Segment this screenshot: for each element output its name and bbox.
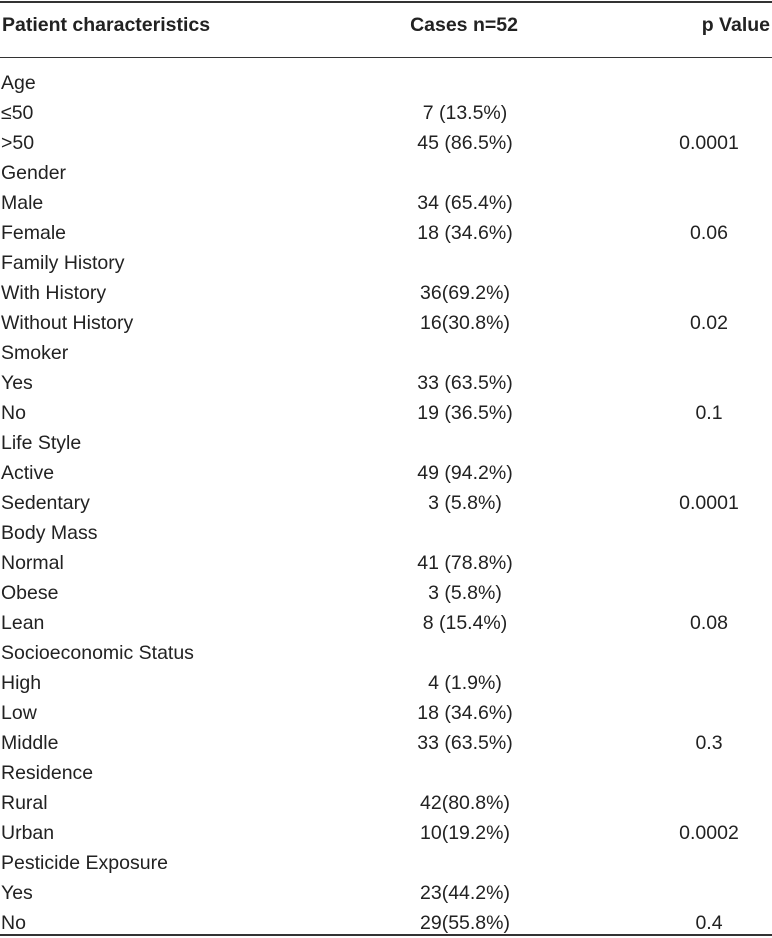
- row-label: Normal: [1, 552, 64, 574]
- row-label: Smoker: [1, 342, 69, 364]
- row-cases: 45 (86.5%): [417, 132, 513, 154]
- table-row: [0, 818, 772, 848]
- row-label: Lean: [1, 612, 45, 634]
- header-patient-characteristics: Patient characteristics: [2, 14, 211, 36]
- table-row: [0, 788, 772, 818]
- row-label: Low: [1, 702, 37, 724]
- row-label: Yes: [1, 882, 33, 904]
- table-body: [0, 68, 772, 938]
- row-label: No: [1, 912, 26, 934]
- row-label: Yes: [1, 372, 33, 394]
- table-row: [0, 458, 772, 488]
- row-label: Sedentary: [1, 492, 90, 514]
- table-row: [0, 878, 772, 908]
- table-row: [0, 428, 772, 458]
- row-cases: 19 (36.5%): [417, 402, 513, 424]
- table-row: [0, 758, 772, 788]
- table-row: [0, 668, 772, 698]
- row-cases: 8 (15.4%): [422, 612, 508, 634]
- top-rule: [0, 1, 772, 3]
- row-cases: 34 (65.4%): [417, 192, 513, 214]
- row-label: Rural: [1, 792, 48, 814]
- table-row: [0, 518, 772, 548]
- row-cases: 42(80.8%): [420, 792, 510, 814]
- row-label: Obese: [1, 582, 59, 604]
- row-label: Pesticide Exposure: [1, 852, 168, 874]
- table-row: [0, 98, 772, 128]
- table-row: [0, 68, 772, 98]
- table-row: [0, 548, 772, 578]
- row-label: Gender: [1, 162, 67, 184]
- row-p-value: 0.3: [695, 732, 723, 754]
- row-label: Without History: [1, 312, 134, 334]
- row-label: Active: [1, 462, 55, 484]
- row-label: With History: [1, 282, 107, 304]
- table-row: [0, 128, 772, 158]
- row-label: Age: [1, 72, 36, 94]
- row-label: Middle: [1, 732, 59, 754]
- row-label: Residence: [1, 762, 94, 784]
- table-row: [0, 608, 772, 638]
- row-cases: 7 (13.5%): [422, 102, 508, 124]
- table-row: [0, 368, 772, 398]
- row-cases: 3 (5.8%): [428, 582, 502, 604]
- row-cases: 23(44.2%): [420, 882, 510, 904]
- table-row: [0, 698, 772, 728]
- table-row: [0, 728, 772, 758]
- row-cases: 4 (1.9%): [428, 672, 502, 694]
- table-row: [0, 848, 772, 878]
- row-cases: 3 (5.8%): [428, 492, 502, 514]
- row-p-value: 0.02: [690, 312, 728, 334]
- header-cases: Cases n=52: [410, 14, 518, 36]
- row-cases: 10(19.2%): [420, 822, 510, 844]
- row-label: Body Mass: [1, 522, 98, 544]
- row-p-value: 0.1: [695, 402, 723, 424]
- table-row: [0, 188, 772, 218]
- row-label: ≤50: [1, 102, 34, 124]
- table-row: [0, 278, 772, 308]
- row-p-value: 0.06: [690, 222, 728, 244]
- table-row: [0, 248, 772, 278]
- row-label: Life Style: [1, 432, 82, 454]
- row-label: Socioeconomic Status: [1, 642, 194, 664]
- row-label: Family History: [1, 252, 125, 274]
- row-label: Male: [1, 192, 44, 214]
- row-cases: 18 (34.6%): [417, 702, 513, 724]
- row-cases: 41 (78.8%): [417, 552, 513, 574]
- row-cases: 49 (94.2%): [417, 462, 513, 484]
- row-cases: 29(55.8%): [420, 912, 510, 934]
- table-row: [0, 398, 772, 428]
- row-cases: 33 (63.5%): [417, 372, 513, 394]
- row-p-value: 0.0001: [679, 492, 739, 514]
- header-rule: [0, 57, 772, 58]
- row-cases: 16(30.8%): [420, 312, 510, 334]
- row-cases: 36(69.2%): [420, 282, 510, 304]
- row-cases: 18 (34.6%): [417, 222, 513, 244]
- row-cases: 33 (63.5%): [417, 732, 513, 754]
- row-label: >50: [1, 132, 35, 154]
- table-row: [0, 338, 772, 368]
- table-row: [0, 638, 772, 668]
- table-row: [0, 218, 772, 248]
- table-row: [0, 158, 772, 188]
- header-p-value: p Value: [701, 14, 770, 36]
- table-header: [0, 14, 772, 44]
- row-label: Urban: [1, 822, 55, 844]
- row-label: No: [1, 402, 26, 424]
- row-label: Female: [1, 222, 67, 244]
- table-row: [0, 308, 772, 338]
- table-row: [0, 578, 772, 608]
- row-p-value: 0.0002: [679, 822, 739, 844]
- row-p-value: 0.08: [690, 612, 728, 634]
- row-p-value: 0.0001: [679, 132, 739, 154]
- row-p-value: 0.4: [695, 912, 723, 934]
- table-row: [0, 488, 772, 518]
- row-label: High: [1, 672, 42, 694]
